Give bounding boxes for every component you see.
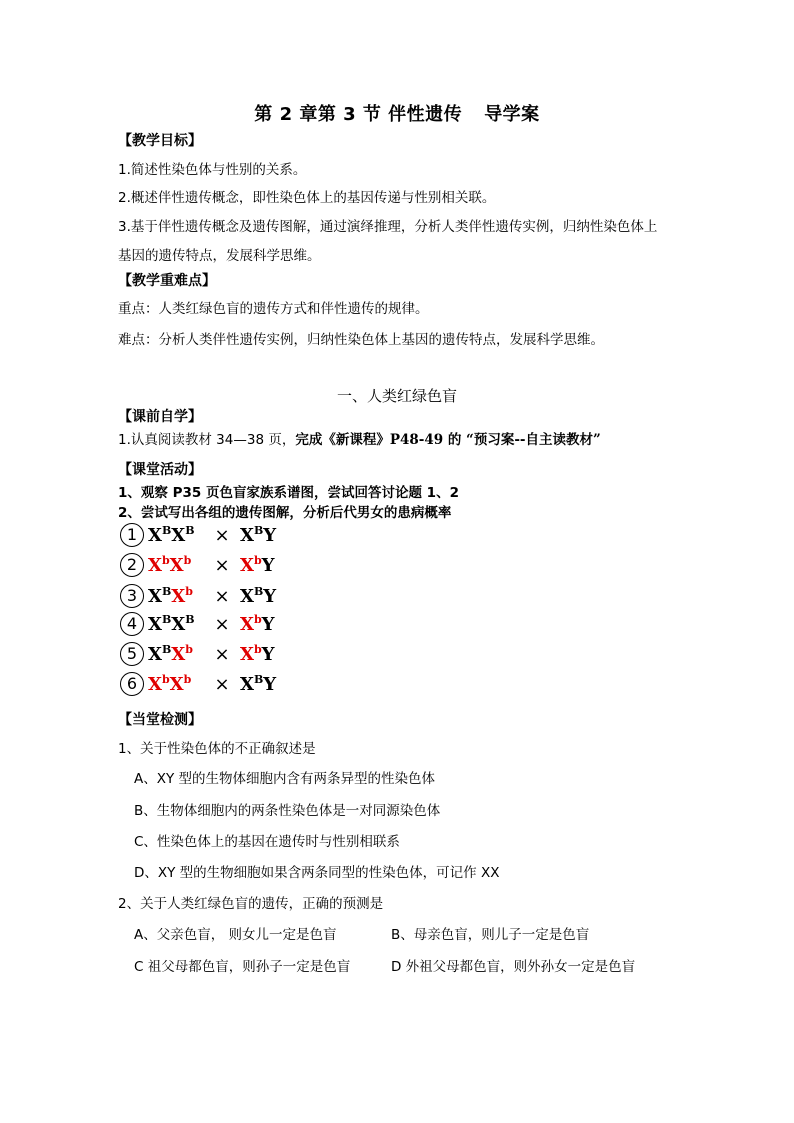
keypoints-heading: 【教学重难点】 (118, 273, 216, 289)
preview-line (118, 428, 601, 448)
page-title (0, 100, 794, 126)
q2-option-d: D 外祖父母都色盲，则外孙女一定是色盲 (391, 959, 636, 975)
title-main: 第 2 章第 3 节 伴性遗传 (254, 104, 463, 125)
cross-symbol: × (214, 524, 230, 546)
goal-item-3: 3.基于伴性遗传概念及遗传图解，通过演绎推理，分析人类伴性遗传实例，归纳性染色体上 (118, 219, 658, 235)
female-genotype: $X^bX^b$ (148, 554, 192, 576)
male-genotype: $X^BY$ (240, 585, 277, 607)
key-point: 重点：人类红绿色盲的遗传方式和伴性遗传的规律。 (118, 301, 429, 317)
cross-row (120, 642, 275, 668)
q1-option-b: B、生物体细胞内的两条性染色体是一对同源染色体 (134, 803, 441, 819)
male-genotype: $X^bY$ (240, 613, 275, 635)
cross-symbol: × (214, 673, 230, 695)
cross-row (120, 523, 276, 549)
cross-row (120, 672, 276, 698)
cross-symbol: × (214, 643, 230, 665)
q2-option-c: C 祖父母都色盲，则孙子一定是色盲 (134, 959, 351, 975)
q1-option-c: C、性染色体上的基因在遗传时与性别相联系 (134, 834, 400, 850)
female-genotype: $X^BX^b$ (148, 585, 193, 607)
title-sub: 导学案 (484, 104, 540, 125)
male-genotype: $X^bY$ (240, 554, 275, 576)
female-genotype: $X^bX^b$ (148, 673, 192, 695)
cross-number: 5 (120, 642, 144, 666)
goals-heading: 【教学目标】 (118, 133, 202, 149)
cross-number: 1 (120, 523, 144, 547)
cross-row (120, 584, 276, 610)
female-genotype: $X^BX^B$ (148, 524, 195, 546)
cross-number: 6 (120, 672, 144, 696)
cross-symbol: × (214, 585, 230, 607)
activity-item-2: 2、尝试写出各组的遗传图解，分析后代男女的患病概率 (118, 505, 452, 521)
female-genotype: $X^BX^B$ (148, 613, 195, 635)
cross-row (120, 612, 275, 638)
goal-item-2: 2.概述伴性遗传概念，即性染色体上的基因传递与性别相关联。 (118, 190, 496, 206)
quiz-heading: 【当堂检测】 (118, 712, 202, 728)
male-genotype: $X^BY$ (240, 524, 277, 546)
difficult-point: 难点：分析人类伴性遗传实例，归纳性染色体上基因的遗传特点，发展科学思维。 (118, 332, 604, 348)
q2-option-b: B、母亲色盲，则儿子一定是色盲 (391, 927, 590, 943)
cross-number: 3 (120, 584, 144, 608)
cross-number: 4 (120, 612, 144, 636)
male-genotype: $X^BY$ (240, 673, 277, 695)
q1-option-d: D、XY 型的生物细胞如果含两条同型的性染色体，可记作 XX (134, 865, 500, 881)
goal-item-3-cont: 基因的遗传特点，发展科学思维。 (118, 248, 321, 264)
part-title: 一、人类红绿色盲 (336, 387, 457, 405)
q1-option-a: A、XY 型的生物体细胞内含有两条异型的性染色体 (134, 771, 436, 787)
cross-symbol: × (214, 613, 230, 635)
female-genotype: $X^BX^b$ (148, 643, 193, 665)
preview-text-b: 完成《新课程》P48-49 的 “预习案--自主读教材” (295, 432, 601, 448)
activity-item-1: 1、观察 P35 页色盲家族系谱图，尝试回答讨论题 1、2 (118, 485, 459, 501)
male-genotype: $X^bY$ (240, 643, 275, 665)
activity-heading: 【课堂活动】 (118, 462, 202, 478)
q2-stem: 2、关于人类红绿色盲的遗传，正确的预测是 (118, 896, 384, 912)
cross-symbol: × (214, 554, 230, 576)
q1-stem: 1、关于性染色体的不正确叙述是 (118, 741, 316, 757)
preview-heading: 【课前自学】 (118, 409, 202, 425)
cross-row (120, 553, 275, 579)
cross-number: 2 (120, 553, 144, 577)
preview-text-a: 1.认真阅读教材 34—38 页， (118, 432, 296, 448)
goal-item-1: 1.简述性染色体与性别的关系。 (118, 162, 307, 178)
q2-option-a: A、父亲色盲， 则女儿一定是色盲 (134, 927, 337, 943)
